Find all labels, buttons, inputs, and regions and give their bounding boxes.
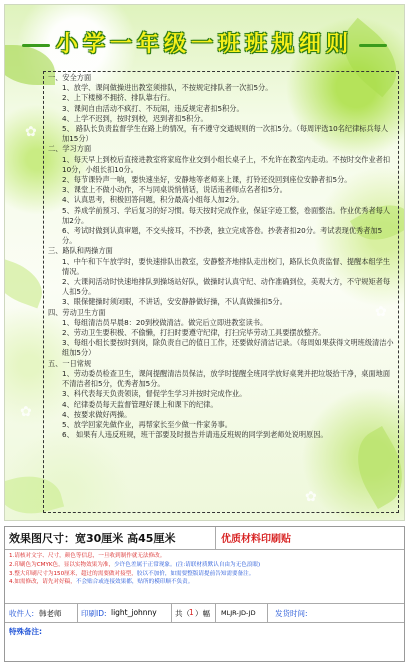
divider xyxy=(215,527,216,549)
rule-item: 1、中午和下午放学时，要快速排队出教室，安静整齐地排队走出校门，路队长负责监督、提醒本组学生情况。 xyxy=(62,256,391,276)
rule-item: 5、 路队长负责监督学生在路上的情况，有不遵守交通规则的一次扣5分。（每周评选10名纪律标兵每人加15分） xyxy=(62,124,389,144)
size-title: 效果图尺寸：宽30厘米 高45厘米 xyxy=(9,532,176,545)
rule-item: 1、劳动委员检查卫生，课间提醒清洁员保洁，放学时提醒全班同学放好桌凳并把垃圾拾干净，桌面地面不清洁者扣5分，优秀者加5分。 xyxy=(62,368,391,389)
print-note-red: 2.印刷色为CMYK色，显以实物效果为准， xyxy=(9,561,115,568)
rule-item: 1、放学、课间做操进出教室须排队，不按规定排队者一次扣5分。 xyxy=(62,83,273,93)
rule-item: 3、课堂上不做小动作，不与同桌说悄悄话，说话违者师点名者扣5分。 xyxy=(62,185,287,195)
flower-decoration: ✿ xyxy=(375,304,387,320)
order-code: MLJR-JD-JD xyxy=(221,609,256,617)
rules-list xyxy=(44,72,398,441)
order-fields-row xyxy=(5,603,404,623)
count-value: 1 xyxy=(189,608,194,617)
print-note xyxy=(9,561,400,570)
company-title: 优质材料印刷贴 xyxy=(221,534,291,545)
rule-section-heading: 四、劳动卫生方面 xyxy=(48,307,106,317)
client-value: 韩老师 xyxy=(39,609,62,618)
class-rules-poster xyxy=(4,4,405,521)
rule-item: 4、认真思考，积极回答问题，积分最高小组每人加2分。 xyxy=(62,195,244,205)
flower-decoration: ✿ xyxy=(305,489,317,505)
rule-item: 4、上学不迟到，按时到校，迟到者扣5积分。 xyxy=(62,113,208,123)
rule-item: 6、 如果有人违反班规，班干部要及时报告并请违反班规的同学到老师处说明原因。 xyxy=(62,430,328,440)
rule-item: 4、纪律委员每天监督管理好课上和课下的纪律。 xyxy=(62,399,218,409)
rule-item: 4、按要求做好两操。 xyxy=(62,409,132,419)
flower-decoration: ✿ xyxy=(20,404,32,420)
count-suffix: ）幅 xyxy=(195,609,210,618)
print-id-label: 印刷ID: xyxy=(81,609,107,618)
rule-item: 3、眼保健操时须闭眼，不讲话，安安静静做好操，不认真做操扣5分。 xyxy=(62,297,287,307)
print-note xyxy=(9,578,400,587)
divider xyxy=(171,604,172,622)
flower-decoration: ✿ xyxy=(25,124,37,140)
ship-label: 发货时间: xyxy=(275,609,308,618)
info-header-row xyxy=(5,527,404,550)
rule-item: 3、每组小组长要按时到岗，除负责自己的值日工作，还要做好清洁记录。（每周如果获得文明班级清洁小组加5分） xyxy=(62,338,394,358)
order-info-panel xyxy=(4,526,405,662)
print-note-red: 1.请核对文字、尺寸，颜色等信息，一旦收到制作就无法修改。 xyxy=(9,553,166,559)
print-notes xyxy=(9,552,400,587)
divider xyxy=(215,604,216,622)
rule-item: 5、养成学前预习、学后复习的好习惯。每天按时完成作业，保证字迹工整，卷面整洁。作业优秀者每人加2分。 xyxy=(62,205,391,225)
client-label: 收件人: xyxy=(9,609,35,618)
print-note xyxy=(9,570,400,579)
print-note-red: 3.整大印刷尺寸为150厘米，超过的需要做对接型， xyxy=(9,570,137,577)
rule-item: 2、每节课铃声一响，要快速坐好，安静地等老师来上课，打铃还没回到座位安静者扣5分。 xyxy=(62,175,352,185)
rule-section-heading: 二、学习方面 xyxy=(48,144,92,154)
print-note-red: 4.如需修改，请先对好稿， xyxy=(9,579,76,586)
rule-item: 3、课间自由活动不疯打、不玩闹，违反规定者扣5积分。 xyxy=(62,103,244,113)
rule-section-heading: 五、一日常规 xyxy=(48,358,92,368)
remark-label: 特殊备注: xyxy=(9,627,42,636)
title-decoration xyxy=(22,44,50,47)
rule-item: 1、每天早上到校后直接进教室将家庭作业交到小组长桌子上，不允许在教室内走动。不按时交作业者扣10分，小组长扣10分。 xyxy=(62,154,391,174)
poster-title-text: 小学一年级一班班规细则 xyxy=(55,32,353,57)
title-decoration xyxy=(359,44,387,47)
divider xyxy=(77,604,78,622)
rule-item: 2、上下楼梯不拥挤、排队靠右行。 xyxy=(62,93,175,103)
count-prefix: 共（ xyxy=(175,609,190,618)
rule-item: 5、放学回家先做作业，再帮家长至少做一件家务事。 xyxy=(62,419,232,429)
rule-item: 6、考试时做到认真审题，不交头接耳，不抄袭，独立完成答卷。抄袭者扣20分。考试表现优秀者加5分。 xyxy=(62,226,383,246)
rule-section-heading: 三、路队和两操方面 xyxy=(48,246,113,256)
print-note-blue: 少许色差属于正常现象。(注:请联材质默认自由为无色浪眼) xyxy=(114,561,261,568)
rule-section-heading: 一、安全方面 xyxy=(48,73,92,82)
print-id-value: light_johnny xyxy=(111,608,157,617)
print-note xyxy=(9,552,400,561)
print-note-blue: 不会贴合或连接效果都，贴所的模印顺不负责。 xyxy=(75,579,194,586)
rule-item: 3、科代表每天负责领读，督促学生学习并按时完成作业。 xyxy=(62,389,247,399)
rule-item: 2、劳动卫生要积极、不偷懒，打扫时要遵守纪律，打扫完毕劳动工具要摆放整齐。 xyxy=(62,328,326,338)
print-note-blue: 胶以不加价，如需要整版请提前告知需要备注。 xyxy=(136,570,255,577)
rules-content xyxy=(43,71,399,513)
rule-item: 2、大课间活动时快速地排队到操场站好队，做操时认真守纪、动作准确到位，美观大方，不守规矩者每人扣5分。 xyxy=(62,277,391,297)
divider xyxy=(267,604,268,622)
poster-title xyxy=(5,27,404,58)
rule-item: 1、每组清洁员早晨8：20到校做清洁。做完后立即进教室读书。 xyxy=(62,317,268,327)
